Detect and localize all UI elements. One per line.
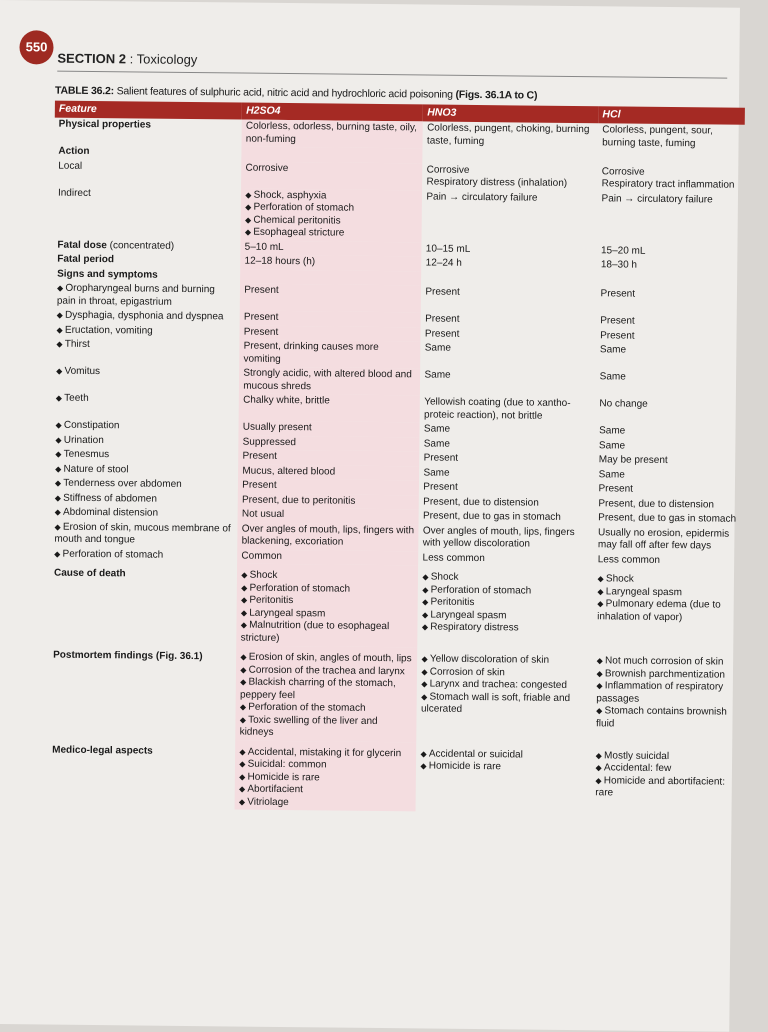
h2so4-cell (239, 340, 420, 369)
h2so4-cell (242, 120, 423, 149)
cell-text: Strongly acidic, with altered blood and mucous shreds (243, 367, 412, 392)
cell-text: Present (243, 311, 279, 323)
cell-text: Present (242, 479, 277, 491)
cell-text: Corrosive Respiratory distress (inhalation) (426, 163, 568, 189)
cell-text: Same (598, 439, 626, 452)
cell-text: 15–20 mL (600, 244, 646, 257)
list-item: ◆ Perforation of stomach (241, 582, 414, 596)
feature-label: Medico-legal aspects (52, 744, 153, 757)
hcl-cell (598, 150, 745, 166)
list-item: ◆ Not much corrosion of skin (597, 655, 736, 669)
hno3-cell (417, 647, 593, 743)
bullet-list (421, 653, 589, 717)
cell-text: Less common (422, 551, 485, 564)
list-item: ◆ Homicide is rare (239, 771, 412, 785)
feature-cell (52, 338, 240, 367)
hcl-cell (595, 424, 742, 440)
cell-text: Same (599, 425, 626, 437)
table-row-indirect (54, 186, 745, 245)
cell-text: Over angles of mouth, lips, fingers with yellow discoloration (422, 524, 575, 550)
list-item: ◆ Esophageal stricture (245, 227, 418, 241)
cell-text: Same (598, 468, 625, 481)
h2so4-cell (235, 740, 417, 811)
list-item: ◆ Stomach wall is soft, friable and ulcerated (421, 691, 588, 718)
feature-label: Signs and symptoms (57, 268, 158, 281)
hcl-cell (596, 314, 743, 330)
hcl-cell (594, 511, 741, 527)
cell-text: Present (600, 315, 635, 327)
header-hcl: HCl (598, 106, 745, 125)
cell-text: Usually present (242, 421, 312, 434)
feature-label: ◆ Oropharyngeal burns and burning pain in throat, epigastrium (57, 283, 215, 308)
cell-text: Suppressed (242, 436, 297, 448)
cell-text: No change (599, 398, 648, 410)
hcl-cell (597, 273, 744, 289)
cell-text: Corrosive (245, 162, 289, 174)
list-item: ◆ Malnutrition (due to esophageal stricture) (241, 620, 414, 647)
cell-text: 12–24 h (425, 257, 462, 269)
cell-text: Present (425, 286, 460, 298)
list-item: ◆ Homicide and abortifacient: rare (595, 775, 734, 801)
hcl-cell (594, 553, 741, 569)
list-item: ◆ Inflammation of respiratory passages (596, 680, 735, 706)
table-caption: Salient features of sulphuric acid, nitric acid and hydrochloric acid poisoning (116, 85, 453, 101)
feature-cell (52, 365, 240, 394)
list-item: ◆ Vitriolage (239, 796, 412, 810)
list-item: ◆ Stomach contains brownish fluid (596, 705, 735, 731)
cell-text: Present (600, 329, 635, 342)
feature-cell (49, 562, 237, 646)
feature-cell (54, 118, 242, 147)
cell-text: Present (600, 288, 636, 300)
list-item: ◆ Accidental, mistaking it for glycerin (239, 746, 412, 760)
list-item: ◆ Abortifacient (239, 784, 412, 798)
cell-text: Present, due to gas in stomach (422, 510, 561, 523)
feature-cell (52, 392, 240, 421)
bullet-list (241, 570, 415, 647)
cell-text: Present (242, 450, 278, 462)
list-item: ◆ Accidental: few (596, 762, 735, 776)
list-item: ◆ Laryngeal spasm (241, 607, 414, 621)
list-item: ◆ Mostly suicidal (596, 750, 735, 764)
feature-label: Cause of death (53, 567, 126, 580)
list-item: ◆ Erosion of skin, angles of mouth, lips (240, 652, 413, 666)
hcl-cell (595, 370, 742, 399)
feature-label: Indirect (57, 187, 91, 199)
feature-label: Action (58, 145, 90, 157)
feature-label: ◆ Constipation (55, 420, 119, 432)
hno3-cell (423, 121, 598, 150)
feature-label: Physical properties (58, 118, 152, 131)
hcl-cell (594, 482, 741, 498)
feature-label: Local (58, 160, 83, 172)
section-label: SECTION (57, 50, 116, 67)
hcl-cell (594, 526, 741, 555)
cell-text: Over angles of mouth, lips, fingers with blackening, excoriation (241, 523, 415, 548)
section-header (57, 51, 197, 67)
feature-label: ◆ Nature of stool (55, 463, 129, 475)
h2so4-cell (239, 367, 420, 396)
cell-text: Same (423, 466, 450, 479)
feature-label: ◆ Vomitus (56, 366, 100, 377)
list-item: ◆ Yellow discoloration of skin (421, 653, 588, 667)
cell-text: Present, due to distension (423, 495, 539, 509)
bullet-list (239, 746, 413, 810)
list-item: ◆ Suicidal: common (239, 759, 412, 773)
feature-label-note: (concentrated) (106, 239, 175, 252)
list-item: ◆ Accidental or suicidal (420, 748, 587, 762)
table-figure-ref: (Figs. 36.1A to C) (455, 88, 538, 102)
list-item: ◆ Peritonitis (422, 596, 589, 610)
feature-cell (53, 282, 241, 311)
list-item: ◆ Perforation of stomach (245, 202, 418, 216)
feature-label: ◆ Urination (55, 434, 104, 446)
cell-text: Mucus, altered blood (242, 465, 336, 478)
cell-text: Not usual (241, 508, 285, 521)
list-item: ◆ Chemical peritonitis (245, 214, 418, 228)
h2so4-cell (241, 188, 423, 242)
cell-text: 10–15 mL (425, 242, 471, 255)
feature-label: ◆ Tenderness over abdomen (55, 478, 182, 490)
cell-text: Usually no erosion, epidermis may fall off after few days (597, 526, 730, 552)
hcl-cell (596, 329, 743, 345)
list-item: ◆ Perforation of the stomach (240, 702, 413, 716)
list-item: ◆ Corrosion of the trachea and larynx (240, 664, 413, 678)
bullet-list (422, 571, 590, 635)
cell-text: Present (425, 313, 460, 325)
hcl-cell (597, 258, 744, 274)
feature-label: ◆ Erosion of skin, mucous membrane of mouth and tongue (54, 521, 230, 545)
cell-text: Pain → circulatory failure (426, 190, 538, 204)
cell-text: Same (599, 344, 627, 356)
h2so4-cell (240, 284, 421, 313)
hcl-cell (595, 453, 742, 469)
cell-text: Present, due to peritonitis (241, 494, 356, 507)
hcl-cell (598, 165, 745, 194)
feature-cell (48, 644, 236, 740)
cell-text: 18–30 h (600, 259, 638, 271)
list-item: ◆ Laryngeal spasm (597, 586, 736, 600)
list-item: ◆ Shock (597, 573, 736, 587)
list-item: ◆ Shock, asphyxia (245, 189, 418, 203)
comparison-table (48, 101, 745, 815)
list-item: ◆ Pulmonary edema (due to inhalation of vapor) (597, 598, 736, 624)
cell-text: 5–10 mL (244, 241, 284, 253)
hcl-cell (591, 744, 738, 815)
header-h2so4: H2SO4 (242, 103, 423, 122)
cell-text: Yellowish coating (due to xantho-proteic reaction), not brittle (424, 396, 571, 422)
cell-text: May be present (598, 454, 668, 467)
h2so4-cell (238, 522, 419, 551)
hno3-cell (422, 190, 598, 244)
list-item: ◆ Shock (241, 570, 414, 584)
section-title: : Toxicology (129, 51, 198, 68)
list-item: ◆ Shock (422, 571, 589, 585)
cell-text: Present (244, 284, 279, 296)
bullet-list (420, 748, 587, 775)
hno3-cell (421, 285, 596, 314)
cell-text: Less common (597, 553, 661, 566)
bullet-list (597, 573, 736, 624)
h2so4-cell (237, 564, 419, 648)
table-row-postmortem (48, 644, 739, 746)
hcl-cell (596, 343, 743, 372)
cell-text: Present (598, 483, 634, 495)
cell-text: Colorless, pungent, choking, burning taste, fuming (426, 122, 590, 147)
hno3-cell (418, 565, 594, 649)
hno3-cell (416, 742, 592, 813)
cell-text: Colorless, odorless, burning taste, oily, non-fuming (245, 120, 418, 145)
hno3-cell (420, 395, 595, 424)
table-row-cause (49, 562, 740, 651)
hno3-cell (419, 524, 594, 553)
list-item: ◆ Corrosion of skin (421, 666, 588, 680)
page-number: 550 (19, 30, 53, 64)
list-item: ◆ Larynx and trachea: congested (421, 678, 588, 692)
cell-text: 12–18 hours (h) (244, 255, 316, 268)
hcl-cell (595, 439, 742, 455)
feature-cell (48, 738, 236, 809)
hcl-cell (595, 468, 742, 484)
feature-label: ◆ Stiffness of abdomen (55, 492, 157, 504)
table-label: TABLE 36.2: (54, 84, 114, 98)
h2so4-cell (241, 161, 422, 190)
cell-text: Present (424, 327, 460, 340)
list-item: ◆ Toxic swelling of the liver and kidneys (240, 714, 413, 741)
hno3-cell (422, 163, 597, 192)
feature-cell (54, 159, 242, 188)
list-item: ◆ Homicide is rare (420, 760, 587, 774)
h2so4-cell (239, 394, 420, 423)
feature-label: ◆ Thirst (56, 339, 89, 350)
feature-label: ◆ Teeth (56, 393, 89, 404)
cell-text: Pain → circulatory failure (601, 192, 713, 205)
list-item: ◆ Respiratory distress (422, 621, 589, 635)
cell-text: Present, due to distension (598, 497, 715, 511)
list-item: ◆ Blackish charring of the stomach, peppery feel (240, 677, 413, 704)
cell-text: Same (423, 437, 450, 450)
feature-label: ◆ Perforation of stomach (54, 548, 163, 560)
bullet-list (596, 655, 735, 731)
hcl-cell (598, 123, 745, 152)
section-number: 2 (118, 51, 127, 67)
hcl-cell (592, 649, 739, 745)
feature-cell (50, 520, 238, 549)
list-item: ◆ Laryngeal spasm (422, 609, 589, 623)
table-row-medico (48, 738, 739, 815)
feature-label: ◆ Tenesmus (55, 449, 109, 461)
hcl-cell (597, 192, 744, 246)
cell-text: Present, due to gas in stomach (598, 512, 737, 525)
feature-label: ◆ Dysphagia, dysphonia and dyspnea (57, 310, 224, 323)
feature-label: Postmortem findings (Fig. 36.1) (53, 649, 203, 663)
list-item: ◆ Brownish parchmentization (597, 668, 736, 682)
hcl-cell (596, 287, 743, 316)
cell-text: Common (241, 550, 283, 562)
table-title (55, 85, 537, 102)
feature-label: Fatal period (57, 253, 115, 266)
cell-text: Same (423, 423, 451, 435)
bullet-list (240, 652, 414, 741)
feature-label: Fatal dose (57, 239, 107, 251)
hcl-cell (593, 567, 740, 651)
hcl-cell (595, 397, 742, 426)
cell-text: Colorless, pungent, sour, burning taste, fuming (602, 124, 713, 149)
cell-text: Corrosive Respiratory tract inflammation (601, 165, 735, 191)
header-hno3: HNO3 (423, 104, 598, 123)
cell-text: Present (423, 452, 459, 464)
feature-cell (54, 186, 242, 240)
cell-text: Same (424, 369, 451, 381)
cell-text: Chalky white, brittle (243, 394, 330, 407)
header-rule (57, 71, 727, 79)
list-item: ◆ Peritonitis (241, 595, 414, 609)
feature-label: ◆ Abdominal distension (55, 507, 159, 519)
header-feature: Feature (55, 101, 242, 120)
list-item: ◆ Perforation of stomach (422, 584, 589, 598)
h2so4-cell (236, 646, 418, 742)
cell-text: Present (243, 326, 279, 338)
cell-text: Same (599, 371, 626, 383)
hcl-cell (597, 244, 744, 260)
feature-label: ◆ Eructation, vomiting (56, 324, 152, 336)
cell-text: Same (424, 342, 451, 354)
hcl-cell (594, 497, 741, 513)
hno3-cell (421, 341, 596, 370)
hno3-cell (420, 368, 595, 397)
cell-text: Present, drinking causes more vomiting (243, 340, 379, 365)
bullet-list (595, 750, 734, 801)
cell-text: Present (423, 481, 458, 493)
bullet-list (245, 189, 419, 241)
